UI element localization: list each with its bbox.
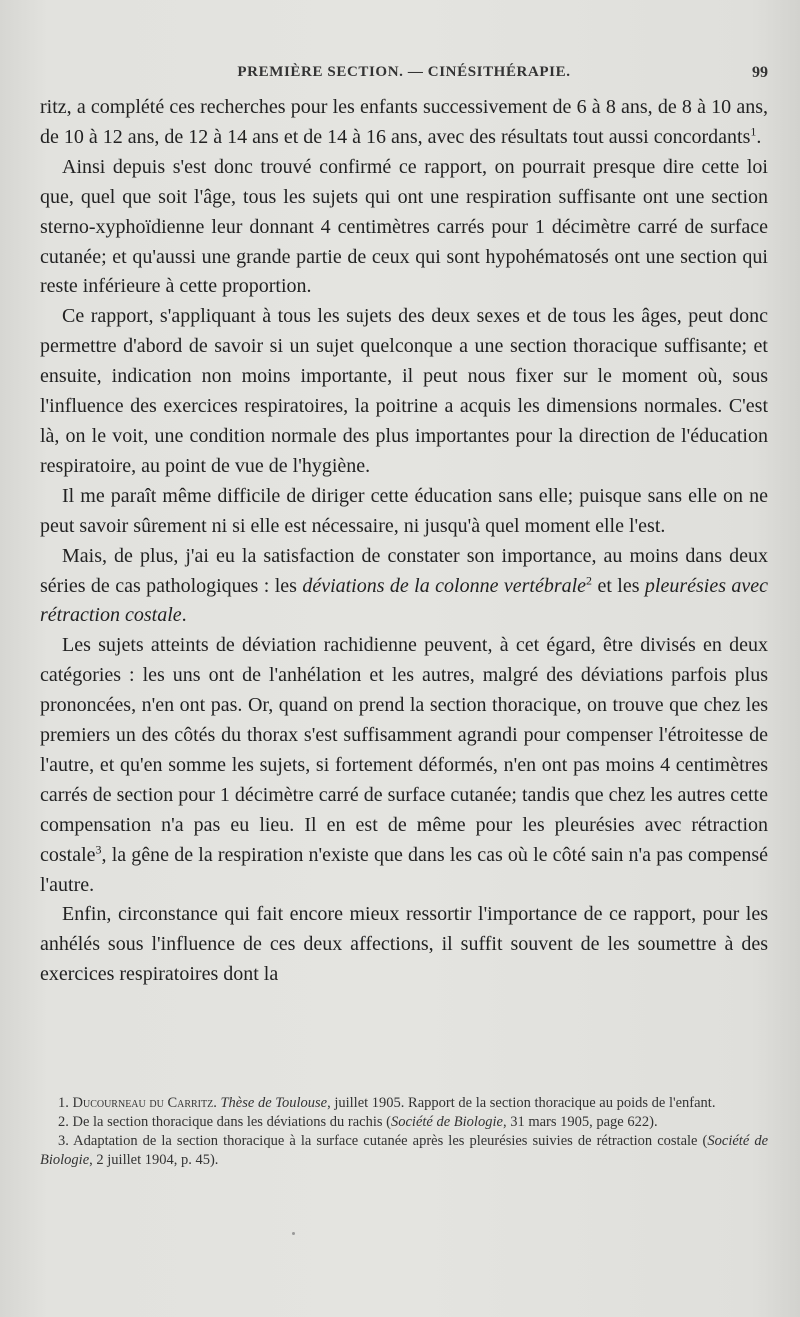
paragraph-6 <box>40 631 768 900</box>
paragraph-text: Les sujets atteints de déviation rachidienne peuvent, à cet égard, être divisés en deux catégories : les uns ont de l'anhélation et les autres, malgré des déviations parfois plus prononcées, n'en ont pas. Or, quand on prend la section thoracique, on trouve que chez les premiers un des côtés du thorax s'est suffisamment agrandi pour compenser l'étroitesse de l'autre, et qu'en somme les sujets, si fortement déformés, n'en ont pas moins 4 centimètres carrés de section pour 1 décimètre carré de surface cutanée; tandis que chez les autres cette compensation n'a pas eu lieu. Il en est de même pour les pleurésies avec rétraction costale <box>40 634 768 866</box>
footnote-ref-1: 1 <box>750 124 757 139</box>
print-speck <box>292 1232 295 1235</box>
footnotes <box>40 1094 768 1170</box>
paragraph-5 <box>40 542 768 632</box>
italic-term: déviations de la colonne vertébrale <box>302 574 587 597</box>
footnote-title: Société de Biologie <box>391 1114 503 1130</box>
paragraph-text: . <box>756 125 762 148</box>
footnote-3 <box>40 1132 768 1170</box>
page-header <box>40 64 768 88</box>
paragraph-3: Ce rapport, s'appliquant à tous les sujets des deux sexes et de tous les âges, peut donc permettre d'abord de savoir si un sujet quelconque a une section thoracique suffisante; et ensuite, indication non moins importante, il peut nous fixer sur le moment où, sous l'influence des exercices respiratoires, la poitrine a acquis les dimensions normales. C'est là, on le voit, une condition normale des plus importantes pour la direction de l'éducation respiratoire, au point de vue de l'hygiène. <box>40 305 768 477</box>
footnote-text: De la section thoracique dans les déviations du rachis ( <box>72 1114 391 1130</box>
paragraph-text: , la gêne de la respiration n'existe que dans les cas où le côté sain n'a pas compensé l'autre. <box>40 843 768 896</box>
footnote-number: 1. <box>58 1095 69 1111</box>
footnote-text: Adaptation de la section thoracique à la surface cutanée après les pleurésies suivies de rétraction costale ( <box>73 1133 708 1149</box>
footnote-number: 2. <box>58 1114 69 1130</box>
paragraph-text: ritz, a complété ces recherches pour les enfants successivement de 6 à 8 ans, de 8 à 10 ans, de 10 à 12 ans, de 12 à 14 ans et de 14 à 16 ans, avec des résultats tout aussi concordants <box>40 96 768 148</box>
footnote-number: 3. <box>58 1133 69 1149</box>
footnote-2 <box>40 1113 768 1132</box>
paragraph-2: Ainsi depuis s'est donc trouvé confirmé ce rapport, on pourrait presque dire cette loi que, quel que soit l'âge, tous les sujets qui ont une respiration suffisante ont une section sterno-xyphoïdienne leur donnant 4 centimètres carrés pour 1 décimètre carré de surface cutanée; et qu'aussi une grande partie de ceux qui sont hypohématosés ont une section qui reste inférieure à cette proportion. <box>40 155 768 298</box>
paragraph-7: Enfin, circonstance qui fait encore mieux ressortir l'importance de ce rapport, pour les anhélés sous l'influence de ces deux affections, il suffit souvent de les soumettre à des exercices respiratoires dont la <box>40 903 768 986</box>
footnote-text: , juillet 1905. Rapport de la section thoracique au poids de l'enfant. <box>327 1095 716 1111</box>
footnote-text: , 2 juillet 1904, p. 45). <box>89 1152 219 1168</box>
footnote-author: Ducourneau du Carritz. <box>72 1095 217 1111</box>
body-text <box>40 93 768 990</box>
paragraph-1 <box>40 93 768 153</box>
running-title: PREMIÈRE SECTION. — CINÉSITHÉRAPIE. <box>237 64 571 80</box>
paragraph-4: Il me paraît même difficile de diriger cette éducation sans elle; puisque sans elle on ne peut savoir sûrement ni si elle est nécessaire, ni jusqu'à quel moment elle l'est. <box>40 484 768 537</box>
paragraph-text: Mais, de plus, j'ai eu la satisfaction de constater son importance, au moins dans deux séries de cas pathologiques : les <box>40 544 768 597</box>
footnote-text: , 31 mars 1905, page 622). <box>502 1114 658 1130</box>
footnote-title: Thèse de Toulouse <box>220 1095 328 1111</box>
footnote-ref-3: 3 <box>95 842 102 856</box>
footnote-1 <box>40 1094 768 1113</box>
italic-term: pleurésies avec rétraction costale <box>40 574 769 627</box>
footnote-title: Société de Biologie <box>40 1133 769 1168</box>
page-number: 99 <box>752 64 768 81</box>
paragraph-text: . <box>181 604 187 627</box>
footnote-ref-2: 2 <box>586 572 593 587</box>
paragraph-text: et les <box>592 574 645 597</box>
